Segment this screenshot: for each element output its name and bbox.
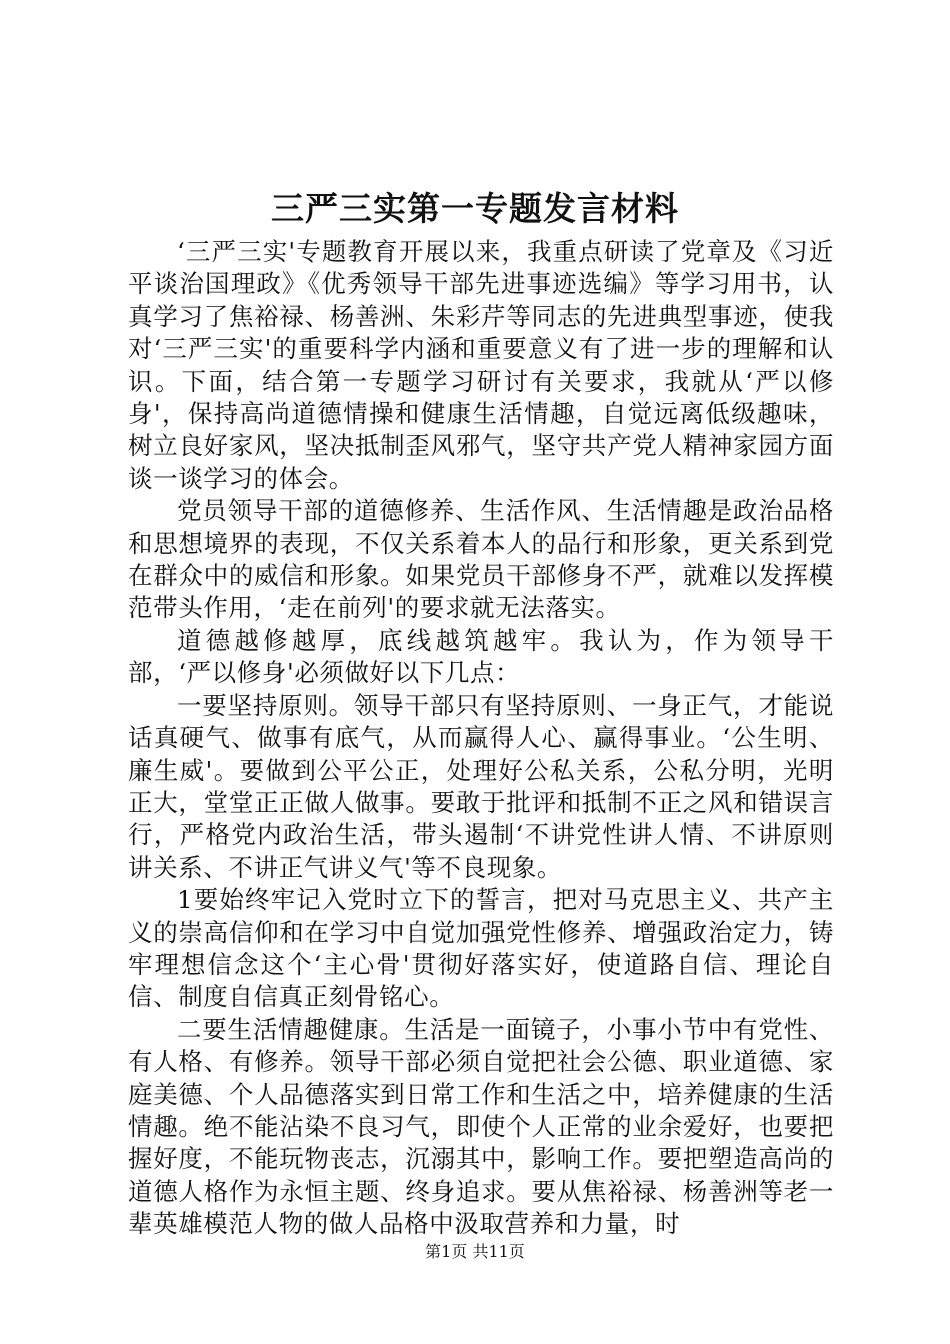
paragraph-intro: ‘三严三实'专题教育开展以来，我重点研读了党章及《习近平谈治国理政》《优秀领导干部先进事迹选编》等学习用书，认真学习了焦裕禄、杨善洲、朱彩芹等同志的先进典型事迹，使我对‘三严三实'的重要科学内涵和重要意义有了进一步的理解和认识。下面，结合第一专题学习研讨有关要求，我就从‘严以修身'，保持高尚道德情操和健康生活情趣，自觉远离低级趣味，树立良好家风，坚决抵制歪风邪气，坚守共产党人精神家园方面谈一谈学习的体会。 bbox=[128, 237, 834, 493]
document-title: 三严三实第一专题发言材料 bbox=[271, 189, 679, 228]
paragraph-conduct: 党员领导干部的道德修养、生活作风、生活情趣是政治品格和思想境界的表现，不仅关系着本人的品行和形象，更关系到党在群众中的威信和形象。如果党员干部修身不严，就难以发挥模范带头作用，‘走在前列'的要求就无法落实。 bbox=[128, 496, 834, 623]
paragraph-point-one: 一要坚持原则。领导干部只有坚持原则、一身正气，才能说话真硬气、做事有底气，从而赢得人心、赢得事业。‘公生明、廉生威'。要做到公平公正，处理好公私关系，公私分明，光明正大，堂堂正正做人做事。要敢于批评和抵制不正之风和错误言行，严格党内政治生活，带头遏制‘不讲党性讲人情、不讲原则讲关系、不讲正气讲义气'等不良现象。 bbox=[128, 690, 834, 882]
page-number-footer: 第1页 共11页 bbox=[425, 1242, 525, 1261]
paragraph-points-intro: 道德越修越厚，底线越筑越牢。我认为，作为领导干部，‘严以修身'必须做好以下几点： bbox=[128, 625, 834, 688]
document-body bbox=[128, 236, 834, 1241]
paragraph-point-oath: 1要始终牢记入党时立下的誓言，把对马克思主义、共产主义的崇高信仰和在学习中自觉加强党性修养、增强政治定力，铸牢理想信念这个‘主心骨'贯彻好落实好，使道路自信、理论自信、制度自信真正刻骨铭心。 bbox=[128, 885, 834, 1012]
paragraph-point-two: 二要生活情趣健康。生活是一面镜子，小事小节中有党性、有人格、有修养。领导干部必须自觉把社会公德、职业道德、家庭美德、个人品德落实到日常工作和生活之中，培养健康的生活情趣。绝不能沾染不良习气，即使个人正常的业余爱好，也要把握好度，不能玩物丧志，沉溺其中，影响工作。要把塑造高尚的道德人格作为永恒主题、终身追求。要从焦裕禄、杨善洲等老一辈英雄模范人物的做人品格中汲取营养和力量，时 bbox=[128, 1014, 834, 1239]
